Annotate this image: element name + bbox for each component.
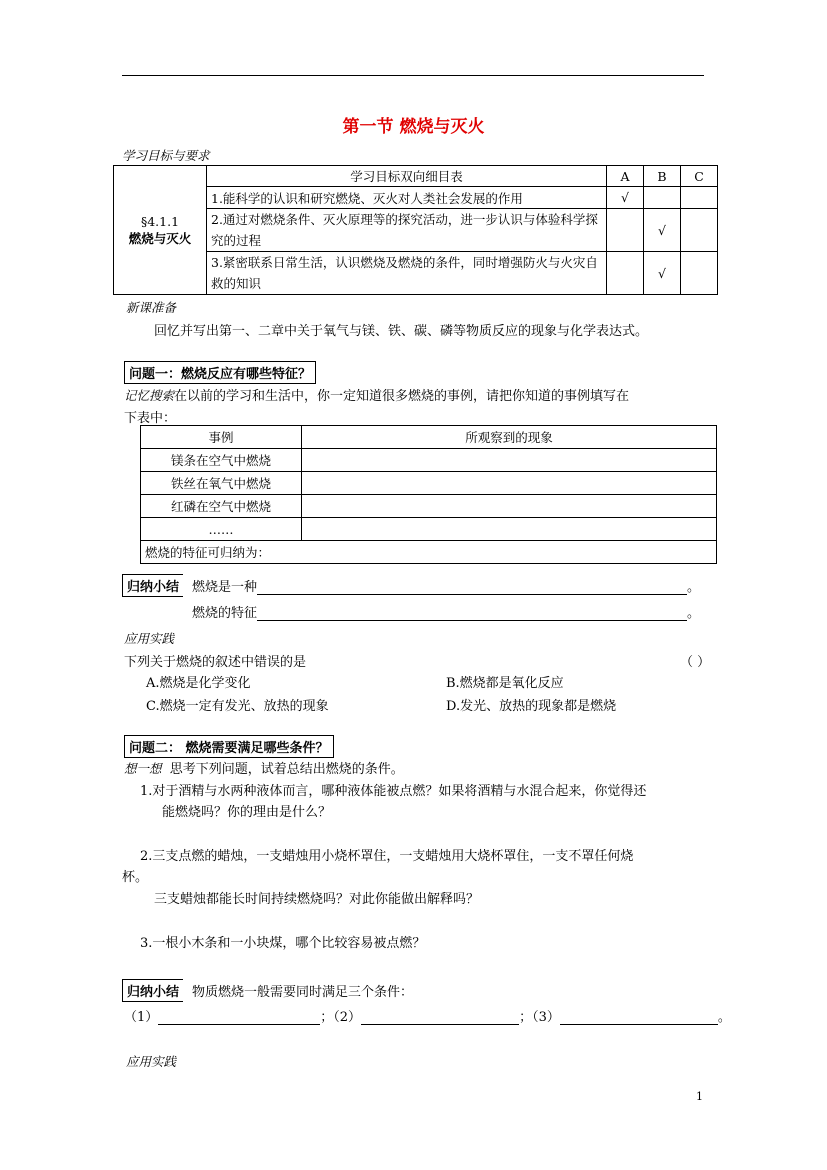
example-row <box>141 472 717 495</box>
mcq-stem: 下列关于燃烧的叙述中错误的是 <box>124 655 307 670</box>
memory-label: 记忆搜索 <box>124 388 175 403</box>
goal-text: 1.能科学的认识和研究燃烧、灭火对人类社会发展的作用 <box>207 187 607 209</box>
q2-practice-label: 应用实践 <box>126 1054 177 1069</box>
section-name: 燃烧与灭火 <box>128 230 192 246</box>
example-header-row <box>141 426 717 449</box>
phenomenon-cell[interactable] <box>302 449 717 472</box>
phenomenon-cell[interactable] <box>302 518 717 541</box>
goal-header: 学习目标双向细目表 <box>207 166 607 187</box>
prep-label: 新课准备 <box>126 300 177 315</box>
question-2b: 杯。 <box>122 870 149 885</box>
prep-text: 回忆并写出第一、二章中关于氧气与镁、铁、碳、磷等物质反应的现象与化学表达式。 <box>154 324 649 339</box>
answer-blank[interactable] <box>257 580 687 595</box>
example-cell: 镁条在空气中燃烧 <box>141 449 302 472</box>
question-1a: 1.对于酒精与水两种液体而言，哪种液体能被点燃？如果将酒精与水混合起来，你觉得还 <box>140 784 647 799</box>
q1-label: 问题一：燃烧反应有哪些特征？ <box>124 361 316 384</box>
phenomenon-cell[interactable] <box>302 472 717 495</box>
summary-line-2-label: 燃烧的特征 <box>192 606 258 621</box>
section-code: §4.1.1 <box>140 213 180 229</box>
check-b: √ <box>644 209 681 252</box>
question-2a: 2.三支点燃的蜡烛，一支蜡烛用小烧杯罩住，一支蜡烛用大烧杯罩住，一支不罩任何烧 <box>140 849 634 864</box>
example-row <box>141 495 717 518</box>
example-row <box>141 518 717 541</box>
q2-label: 问题二： 燃烧需要满足哪些条件？ <box>124 735 334 758</box>
check-a <box>607 252 644 295</box>
goal-table-header <box>114 166 718 187</box>
example-cell: 红磷在空气中燃烧 <box>141 495 302 518</box>
check-c <box>681 252 718 295</box>
feature-summary-cell: 燃烧的特征可归纳为： <box>141 541 717 564</box>
option-c[interactable]: C.燃烧一定有发光、放热的现象 <box>146 699 329 714</box>
check-b <box>644 187 681 209</box>
check-a: √ <box>607 187 644 209</box>
q1-summary-label: 归纳小结 <box>122 574 183 597</box>
col-phenomenon: 所观察到的现象 <box>302 426 717 449</box>
phenomenon-cell[interactable] <box>302 495 717 518</box>
answer-blank[interactable] <box>560 1010 718 1025</box>
question-1b: 能燃烧吗？你的理由是什么？ <box>162 805 332 820</box>
goal-table <box>113 165 718 295</box>
period: 。 <box>687 580 701 595</box>
answer-blank[interactable] <box>361 1010 519 1025</box>
q2-summary-text: 物质燃烧一般需要同时满足三个条件： <box>192 985 414 1000</box>
check-c <box>681 187 718 209</box>
q1-practice-label: 应用实践 <box>124 631 175 646</box>
example-cell: …… <box>141 518 302 541</box>
check-a <box>607 209 644 252</box>
q2-summary-label: 归纳小结 <box>122 979 183 1002</box>
goal-text: 3.紧密联系日常生活，认识燃烧及燃烧的条件，同时增强防火与火灾自救的知识 <box>207 252 607 295</box>
col-c: C <box>681 166 718 187</box>
example-footer-row <box>141 541 717 564</box>
example-row <box>141 449 717 472</box>
condition-3-label: ；（3） <box>519 1010 560 1025</box>
period: 。 <box>687 606 701 621</box>
section-cell <box>114 166 207 295</box>
page-title: 第一节 燃烧与灭火 <box>342 117 485 137</box>
think-text: 思考下列问题，试着总结出燃烧的条件。 <box>169 762 404 777</box>
goal-text: 2.通过对燃烧条件、灭火原理等的探究活动，进一步认识与体验科学探究的过程 <box>207 209 607 252</box>
memory-text: 在以前的学习和生活中，你一定知道很多燃烧的事例，请把你知道的事例填写在 <box>174 389 630 404</box>
example-table <box>140 425 717 564</box>
example-cell: 铁丝在氧气中燃烧 <box>141 472 302 495</box>
think-label: 想一想 <box>124 761 162 776</box>
mcq-bracket[interactable]: （ ） <box>680 655 711 670</box>
summary-line-1-label: 燃烧是一种 <box>192 580 258 595</box>
answer-blank[interactable] <box>158 1010 320 1025</box>
section-goals-label: 学习目标与要求 <box>122 148 210 163</box>
check-c <box>681 209 718 252</box>
check-b: √ <box>644 252 681 295</box>
col-example: 事例 <box>141 426 302 449</box>
col-b: B <box>644 166 681 187</box>
condition-1-label: （1） <box>124 1010 159 1025</box>
question-2c: 三支蜡烛都能长时间持续燃烧吗？对此你能做出解释吗？ <box>154 892 480 907</box>
option-a[interactable]: A.燃烧是化学变化 <box>146 676 251 691</box>
memory-text-2: 下表中： <box>124 411 177 426</box>
period: 。 <box>717 1010 731 1025</box>
page-number: 1 <box>696 1090 703 1103</box>
option-b[interactable]: B.燃烧都是氧化反应 <box>446 676 564 691</box>
header-rule <box>122 75 704 76</box>
answer-blank[interactable] <box>257 606 687 621</box>
option-d[interactable]: D.发光、放热的现象都是燃烧 <box>446 699 617 714</box>
condition-2-label: ；（2） <box>320 1010 362 1025</box>
col-a: A <box>607 166 644 187</box>
question-3: 3.一根小木条和一小块煤，哪个比较容易被点燃？ <box>140 936 426 951</box>
